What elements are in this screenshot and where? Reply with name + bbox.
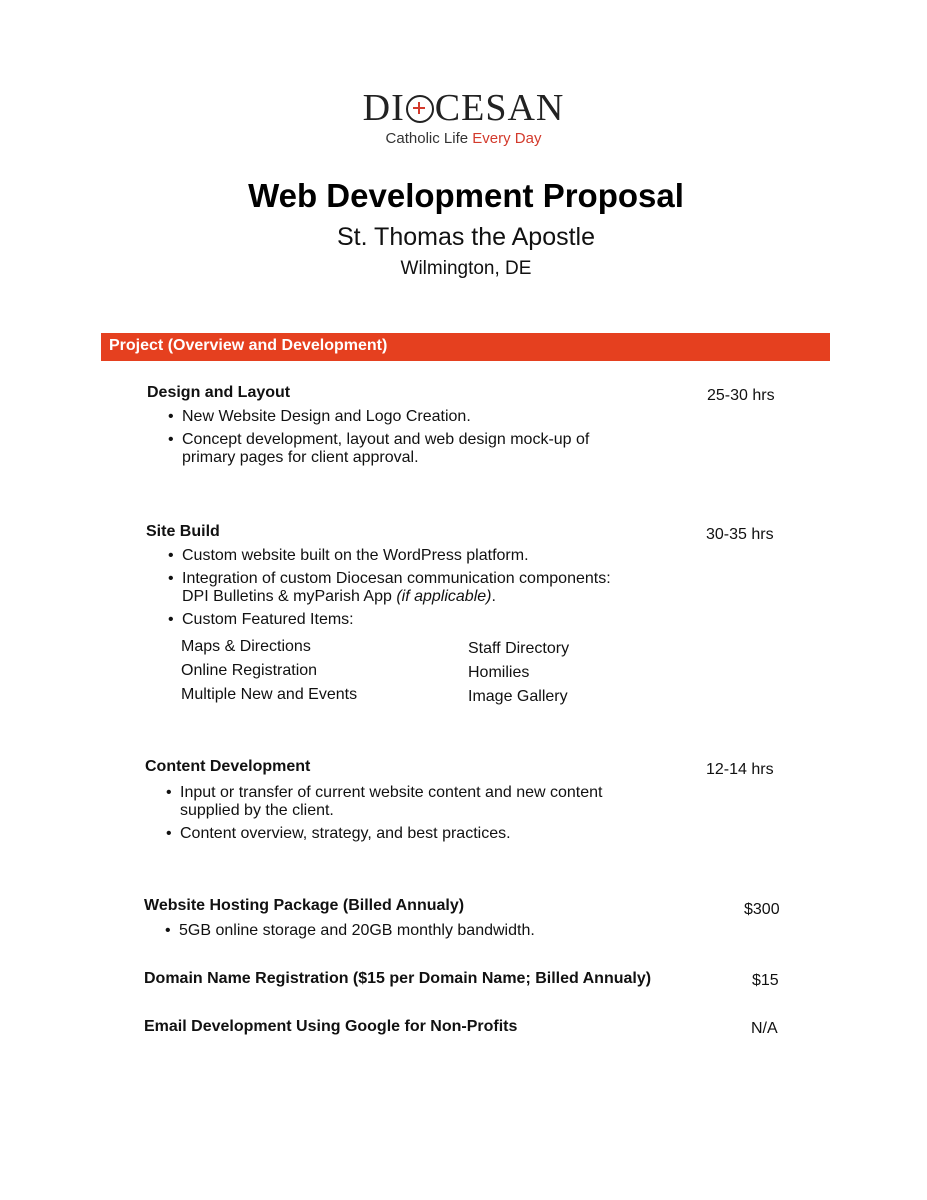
- design-hours: 25-30 hrs: [707, 387, 775, 404]
- features-right-column: [468, 637, 569, 709]
- email-price: N/A: [751, 1020, 778, 1037]
- list-item: • Concept development, layout and web design mock-up of primary pages for client approval.: [166, 431, 626, 467]
- list-item: • 5GB online storage and 20GB monthly bandwidth.: [163, 922, 623, 940]
- content-hours: 12-14 hrs: [706, 761, 774, 778]
- feature-item: Online Registration: [181, 662, 318, 679]
- list-item: • Custom Featured Items:: [166, 611, 636, 629]
- section-banner: Project (Overview and Development): [101, 333, 830, 361]
- domain-section-title: Domain Name Registration ($15 per Domain Name; Billed Annualy): [144, 970, 652, 987]
- bullet-period: .: [491, 588, 496, 605]
- tagline-main: Catholic Life: [385, 130, 473, 147]
- bullet-text: Integration of custom Diocesan communication components: DPI Bulletins & myParish App: [182, 570, 611, 605]
- list-item: [166, 570, 636, 606]
- build-bullets: [166, 547, 636, 634]
- hosting-section-title: Website Hosting Package (Billed Annualy): [144, 897, 465, 914]
- list-item: • Custom website built on the WordPress platform.: [166, 547, 636, 565]
- feature-item: Homilies: [468, 664, 530, 681]
- logo-word-end: CESAN: [434, 87, 565, 129]
- logo-tagline: [0, 130, 927, 147]
- build-section-title: Site Build: [146, 523, 220, 540]
- parish-location: Wilmington, DE: [400, 258, 532, 279]
- feature-item: Multiple New and Events: [181, 686, 358, 703]
- design-section-title: Design and Layout: [147, 384, 291, 401]
- build-hours: 30-35 hrs: [706, 526, 774, 543]
- domain-price: $15: [752, 972, 779, 989]
- design-bullets: [166, 408, 626, 472]
- content-bullets: [164, 784, 614, 848]
- feature-item: Image Gallery: [468, 688, 568, 705]
- feature-item: Maps & Directions: [181, 638, 311, 655]
- feature-item: Staff Directory: [468, 640, 570, 657]
- email-section-title: Email Development Using Google for Non-Profits: [144, 1018, 518, 1035]
- bullet-italic-note: (if applicable): [396, 588, 492, 605]
- list-item: • Input or transfer of current website content and new content supplied by the client.: [164, 784, 614, 820]
- logo-word-start: DI: [362, 87, 405, 129]
- content-section-title: Content Development: [145, 758, 311, 775]
- list-item: • Content overview, strategy, and best practices.: [164, 825, 614, 843]
- hosting-price: $300: [744, 901, 780, 918]
- parish-name: St. Thomas the Apostle: [336, 223, 596, 251]
- diocesan-logo: [0, 88, 927, 147]
- logo-wordmark: [363, 88, 565, 128]
- cross-circle-icon: [406, 95, 434, 123]
- list-item: • New Website Design and Logo Creation.: [166, 408, 626, 426]
- features-left-column: [181, 635, 357, 707]
- tagline-accent: Every Day: [472, 130, 542, 147]
- page-title: Web Development Proposal: [248, 177, 684, 214]
- hosting-bullets: [163, 922, 623, 945]
